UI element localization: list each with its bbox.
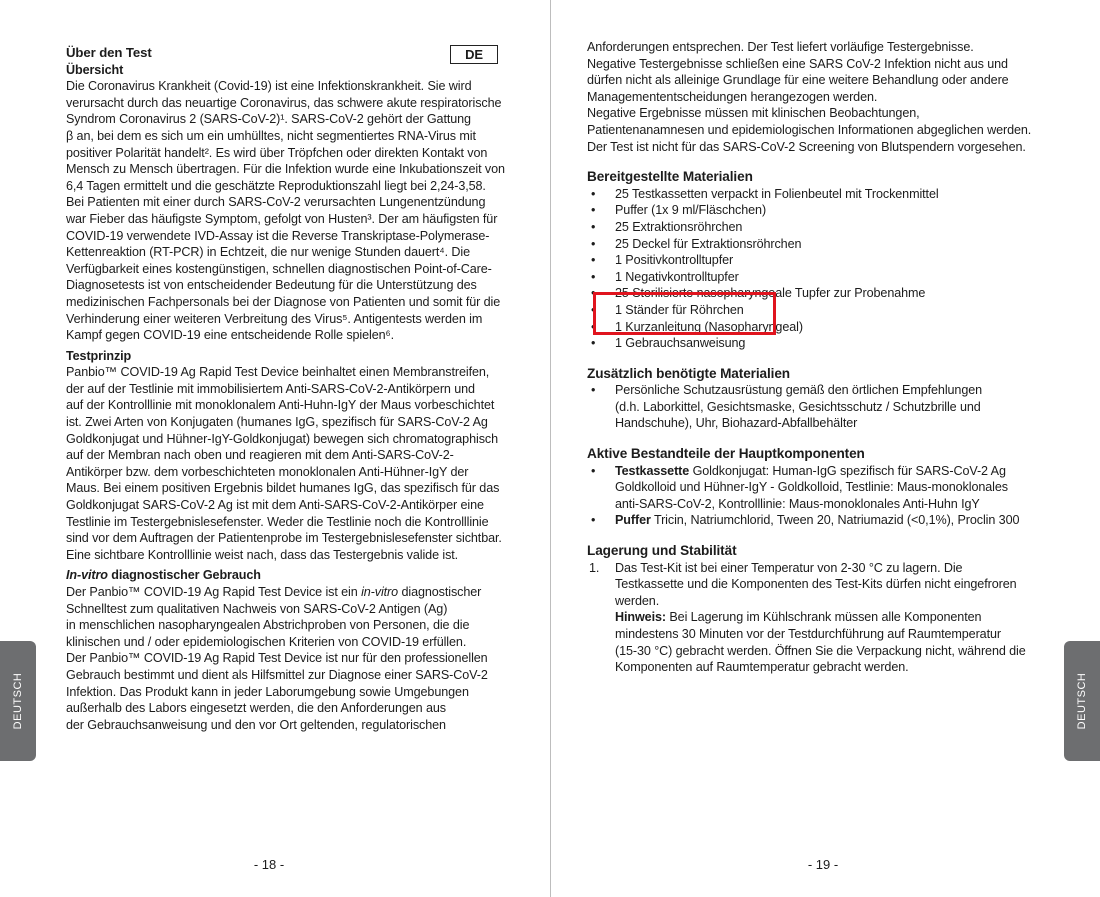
text-line: COVID-19 verwendete IVD-Assay ist die Reverse Transkriptase-Polymerase- xyxy=(66,228,490,243)
side-tab-label: DEUTSCH xyxy=(12,672,24,730)
text-line: Managemententscheidungen herangezogen werden. xyxy=(587,89,878,104)
list-item: • 1 Ständer für Röhrchen xyxy=(587,302,1057,319)
intro-text xyxy=(587,39,1057,155)
text-line: Komponenten auf Raumtemperatur gebracht werden. xyxy=(615,660,909,675)
text-line: Maus. Bei einem positiven Ergebnis bildet humanes IgG, das spezifisch für das xyxy=(66,481,500,496)
list-item: • 1 Negativkontrolltupfer xyxy=(587,269,1057,286)
text-line: Verhinderung einer weiteren Verbreitung des Virus⁵. Antigentests werden im xyxy=(66,311,483,326)
storage-heading: Lagerung und Stabilität xyxy=(587,543,737,559)
text-line: Eine sichtbare Kontrolllinie weist nach, dass das Testergebnis valide ist. xyxy=(66,547,459,562)
text-line: anti-SARS-CoV-2, Kontrolllinie: Maus-monoklonales Anti-Huhn IgY xyxy=(615,496,980,511)
text-line: (15-30 °C) gebracht werden. Öffnen Sie die Verpackung nicht, während die xyxy=(615,643,1026,658)
hint-label: Hinweis: xyxy=(615,610,666,625)
left-column xyxy=(66,45,506,733)
text-line: außerhalb des Labors eingesetzt werden, die den Anforderungen aus xyxy=(66,701,446,716)
text-line: klinischen und / oder epidemiologischen Kriterien von COVID-19 erfüllen. xyxy=(66,634,467,649)
language-box: DE xyxy=(450,45,498,64)
item-label: Testkassette xyxy=(615,463,690,478)
invitro-heading-italic: In-vitro xyxy=(66,568,108,583)
text-line: Patientenanamnesen und epidemiologischen Informationen abgeglichen werden. xyxy=(587,122,1032,137)
text-line: ist. Zwei Arten von Konjugaten (humanes IgG, spezifisch für SARS-CoV-2 Ag xyxy=(66,415,488,430)
principle-heading: Testprinzip xyxy=(66,348,132,363)
text-line: Die Coronavirus Krankheit (Covid-19) ist eine Infektionskrankheit. Sie wird xyxy=(66,79,472,94)
text-line xyxy=(66,584,506,601)
text-line: Goldkolloid und Hühner-IgY - Goldkolloid, Testlinie: Maus-monoklonales xyxy=(615,480,1008,495)
side-tab-right xyxy=(1064,641,1100,761)
text-line: Gebrauch bestimmt und dient als Hilfsmittel zur Diagnose einer SARS-CoV-2 xyxy=(66,667,488,682)
right-column xyxy=(587,39,1057,676)
text-line: Negative Testergebnisse schließen eine SARS CoV-2 Infektion nicht aus und xyxy=(587,56,1008,71)
text-line: Diagnosetests ist von entscheidender Bedeutung für die Unterstützung des xyxy=(66,278,477,293)
text-span: Tricin, Natriumchlorid, Tween 20, Natriumazid (<0,1%), Proclin 300 xyxy=(650,513,1020,528)
text-line: in menschlichen nasopharyngealen Abstrichproben von Personen, die die xyxy=(66,618,470,633)
text-line: Kettenreaktion (RT-PCR) in Echtzeit, die nur wenige Stunden dauert⁴. Die xyxy=(66,245,470,260)
invitro-heading xyxy=(66,567,506,584)
text-line: Negative Ergebnisse müssen mit klinischen Beobachtungen, xyxy=(587,106,920,121)
text-line: auf der Membran nach oben und reagieren mit dem Anti-SARS-CoV-2- xyxy=(66,448,454,463)
page-number-left: - 18 - xyxy=(253,857,285,872)
text-line: Antikörper bzw. dem vorbeschichteten monoklonalen Anti-Hühner-IgY der xyxy=(66,464,469,479)
list-item xyxy=(587,560,1057,676)
text-line: Goldkonjugat SARS-CoV-2 Ag ist mit dem Anti-SARS-CoV-2-Antikörper eine xyxy=(66,498,484,513)
text-line xyxy=(615,609,1057,626)
text-line: Handschuhe), Uhr, Biohazard-Abfallbehälter xyxy=(615,416,858,431)
list-item: • 1 Gebrauchsanweisung xyxy=(587,335,1057,352)
text-line: Bei Patienten mit einer durch SARS-CoV-2 verursachten Lungenentzündung xyxy=(66,195,486,210)
text-line: war Fieber das häufigste Symptom, gefolgt von Husten³. Der am häufigsten für xyxy=(66,211,498,226)
list-item xyxy=(587,382,1057,432)
side-tab-left xyxy=(0,641,36,761)
highlight-box xyxy=(593,292,776,335)
additional-heading: Zusätzlich benötigte Materialien xyxy=(587,365,791,381)
text-span: Goldkonjugat: Human-IgG spezifisch für SARS-CoV-2 Ag xyxy=(689,463,1006,478)
text-line: der auf der Testlinie mit immobilisiertem Anti-SARS-CoV-2-Antikörpern und xyxy=(66,381,475,396)
list-item: • 1 Positivkontrolltupfer xyxy=(587,252,1057,269)
list-item: • 25 Testkassetten verpackt in Folienbeutel mit Trockenmittel xyxy=(587,186,1057,203)
text-line: Syndrom Coronavirus 2 (SARS-CoV-2)¹. SARS-CoV-2 gehört der Gattung xyxy=(66,112,471,127)
list-item: • 25 Sterilisierte nasopharyngeale Tupfer zur Probenahme xyxy=(587,285,1057,302)
section-title: Über den Test xyxy=(66,45,152,60)
text-line: Der Test ist nicht für das SARS-CoV-2 Screening von Blutspendern vorgesehen. xyxy=(587,139,1026,154)
list-item: • 1 Kurzanleitung (Nasopharyngeal) xyxy=(587,319,1057,336)
text-line: Anforderungen entsprechen. Der Test liefert vorläufige Testergebnisse. xyxy=(587,40,974,54)
overview-text xyxy=(66,78,506,344)
text-span: Der Panbio™ COVID-19 Ag Rapid Test Device ist ein xyxy=(66,585,362,599)
text-line: werden. xyxy=(615,593,660,608)
text-line: medizinischen Fachpersonals bei der Diagnose von Patienten und somit für die xyxy=(66,294,501,309)
text-line: Testkassette und die Komponenten des Test-Kits dürfen nicht eingefroren xyxy=(615,577,1017,592)
italic-span: in-vitro xyxy=(361,585,399,599)
text-line: Goldkonjugat und Hühner-IgY-Goldkonjugat) bewegen sich chromatographisch xyxy=(66,431,498,446)
text-line: der Gebrauchsanweisung und den vor Ort geltenden, regulatorischen xyxy=(66,717,446,732)
materials-heading: Bereitgestellte Materialien xyxy=(587,169,753,185)
text-line: Infektion. Das Produkt kann in jeder Laborumgebung sowie Umgebungen xyxy=(66,684,469,699)
text-line: positiver Polarität handelt². Es wird über Tröpfchen oder direkten Kontakt von xyxy=(66,145,488,160)
text-line: Kampf gegen COVID-19 eine entscheidende Rolle spielen⁶. xyxy=(66,328,395,343)
text-line: Das Test-Kit ist bei einer Temperatur von 2-30 °C zu lagern. Die xyxy=(615,560,963,575)
text-line: Der Panbio™ COVID-19 Ag Rapid Test Device ist nur für den professionellen xyxy=(66,651,488,666)
text-line: Testlinie im Testergebnislesefenster. Weder die Testlinie noch die Kontrolllinie xyxy=(66,514,489,529)
list-item: • Puffer (1x 9 ml/Fläschchen) xyxy=(587,202,1057,219)
list-item: • 25 Extraktionsröhrchen xyxy=(587,219,1057,236)
invitro-text xyxy=(66,584,506,733)
text-line: mindestens 30 Minuten vor der Testdurchführung auf Raumtemperatur xyxy=(615,627,1001,641)
text-line: sind vor dem Auftragen der Patientenprobe im Testergebnislesefenster sichtbar. xyxy=(66,531,502,546)
text-line: Schnelltest zum qualitativen Nachweis von SARS-CoV-2 Antigen (Ag) xyxy=(66,601,448,616)
active-list xyxy=(587,463,1057,529)
text-line: Verfügbarkeit eines kostengünstigen, schnellen diagnostischen Point-of-Care- xyxy=(66,261,492,276)
list-item: • 25 Deckel für Extraktionsröhrchen xyxy=(587,236,1057,253)
storage-list xyxy=(587,560,1057,676)
list-number: 1. xyxy=(589,560,600,575)
page-number-right: - 19 - xyxy=(807,857,839,872)
text-span: Bei Lagerung im Kühlschrank müssen alle Komponenten xyxy=(665,610,982,625)
text-line: auf der Kontrolllinie mit monoklonalem Anti-Huhn-IgY der Maus vorbeschichtet xyxy=(66,398,495,413)
side-tab-label: DEUTSCH xyxy=(1076,672,1088,730)
text-line: • Persönliche Schutzausrüstung gemäß den örtlichen Empfehlungen xyxy=(615,383,983,398)
text-line: Mensch zu Mensch übertragen. Für die Infektion wurde eine Inkubationszeit von xyxy=(66,162,505,177)
overview-heading: Übersicht xyxy=(66,62,124,77)
text-line: verursacht durch das neuartige Coronavirus, das schwere akute respiratorische xyxy=(66,95,502,110)
active-heading: Aktive Bestandteile der Hauptkomponenten xyxy=(587,446,865,462)
additional-list xyxy=(587,382,1057,432)
text-line: Panbio™ COVID-19 Ag Rapid Test Device beinhaltet einen Membranstreifen, xyxy=(66,365,490,380)
list-item xyxy=(587,512,1057,529)
text-line: (d.h. Laborkittel, Gesichtsmaske, Gesichtsschutz / Schutzbrille und xyxy=(615,399,981,414)
invitro-heading-rest: diagnostischer Gebrauch xyxy=(107,568,261,583)
text-line xyxy=(615,463,1057,480)
text-line: dürfen nicht als alleinige Grundlage für eine weitere Behandlung oder andere xyxy=(587,73,1009,88)
principle-text xyxy=(66,364,506,563)
text-span: diagnostischer xyxy=(398,585,482,599)
text-line: β an, bei dem es sich um ein umhülltes, nicht segmentiertes RNA-Virus mit xyxy=(66,128,476,143)
text-line: 6,4 Tagen ermittelt und die geschätzte Reproduktionszahl liegt bei 2,24-3,58. xyxy=(66,178,486,193)
item-label: Puffer xyxy=(615,513,651,528)
list-item xyxy=(587,463,1057,513)
right-page xyxy=(551,0,1100,897)
